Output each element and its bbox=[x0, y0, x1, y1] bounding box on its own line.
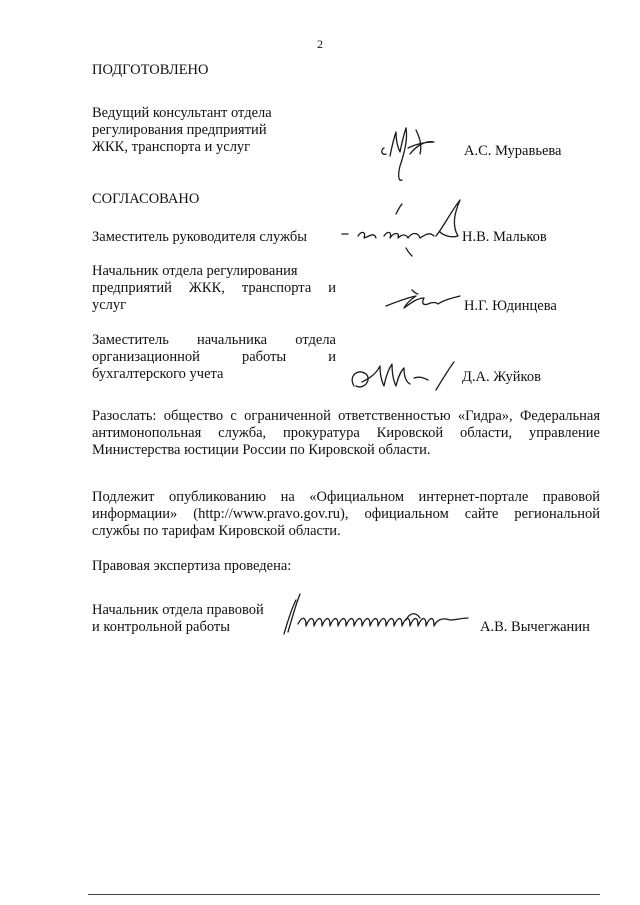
signature-malkov bbox=[336, 196, 482, 262]
position-line: регулирования предприятий bbox=[92, 122, 267, 138]
prepared-name: А.С. Муравьева bbox=[464, 143, 562, 159]
agreed-signer-3-position bbox=[92, 332, 336, 383]
position-line: Начальник отдела регулирования bbox=[92, 263, 298, 279]
page-number: 2 bbox=[317, 37, 323, 51]
agreed-heading: СОГЛАСОВАНО bbox=[92, 191, 200, 207]
agreed-signer-2-name: Н.Г. Юдинцева bbox=[464, 298, 557, 314]
agreed-signer-1-position: Заместитель руководителя службы bbox=[92, 229, 308, 245]
agreed-signer-3-name: Д.А. Жуйков bbox=[462, 369, 541, 385]
position-line: ЖКК, транспорта и услуг bbox=[92, 139, 251, 155]
publication-paragraph: Подлежит опубликованию на «Официальном интернет-портале правовой информации» (http://www.pravo.gov.ru), официальном сайте региональной службы по тарифам Кировской области. bbox=[92, 489, 600, 539]
agreed-signer-1-name: Н.В. Мальков bbox=[462, 229, 547, 245]
position-line: Ведущий консультант отдела bbox=[92, 105, 272, 121]
bottom-rule bbox=[88, 894, 600, 895]
position-line: услуг bbox=[92, 297, 127, 313]
prepared-heading: ПОДГОТОВЛЕНО bbox=[92, 62, 209, 78]
prepared-position bbox=[92, 105, 332, 156]
signature-yudintseva bbox=[382, 284, 464, 314]
distribution-paragraph: Разослать: общество с ограниченной ответственностью «Гидра», Федеральная антимонопольная служба, прокуратура Кировской области, управление Министерства юстиции России по Кировской области. bbox=[92, 408, 600, 458]
signature-muravyeva bbox=[376, 118, 446, 186]
legal-review-name: А.В. Вычегжанин bbox=[480, 619, 590, 635]
legal-review-position bbox=[92, 602, 292, 636]
position-line: предприятий ЖКК, транспорта и bbox=[92, 280, 336, 296]
signature-vychegzhanin bbox=[274, 590, 474, 640]
legal-review-text: Правовая экспертиза проведена: bbox=[92, 558, 292, 574]
agreed-signer-2-position bbox=[92, 263, 336, 314]
position-line: Начальник отдела правовой bbox=[92, 602, 264, 618]
signature-zhuykov bbox=[344, 356, 462, 396]
position-line: и контрольной работы bbox=[92, 619, 230, 635]
position-line: бухгалтерского учета bbox=[92, 366, 224, 382]
position-line: организационной работы и bbox=[92, 349, 336, 365]
position-line: Заместитель начальника отдела bbox=[92, 332, 336, 348]
